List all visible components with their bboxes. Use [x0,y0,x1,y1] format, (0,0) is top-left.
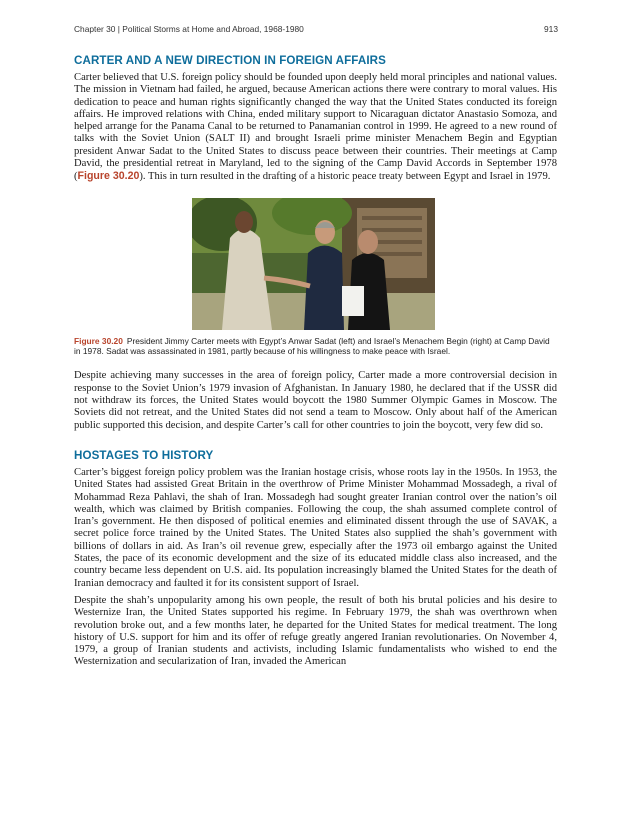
main-content [74,54,557,669]
paragraph-iran-history: Carter’s biggest foreign policy problem was the Iranian hostage crisis, whose roots lay in the 1950s. In 1953, the United States had assisted Great Britain in the overthrow of Prime Minister Mohammad Mossadegh, a rival of Mohammad Reza Pahlavi, the shah of Iran. Mossadegh had sought greater Iranian control over the nation’s oil wealth, which was claimed by British companies. Following the coup, the shah assumed complete control of Iran’s government. He then disposed of political enemies and eliminated dissent through the use of SAVAK, a secret police force trained by the United States. The United States also supplied the shah’s government with billions of dollars in aid. As Iran’s oil revenue grew, especially after the 1973 oil embargo against the United States, the pace of its economic development and the size of its educated middle class also increased, and the country became less dependent on U.S. aid. Its population increasingly blamed the United States for the death of Iranian democracy and faulted it for its consistent support of Israel. [74,466,557,589]
figure-label: Figure 30.20 [74,335,123,346]
running-header [74,24,558,34]
paragraph-carter-foreign-policy: Carter believed that U.S. foreign policy should be founded upon deeply held moral principles and national values. The mission in Vietnam had failed, he argued, because American actions there were contrary to moral values. His dedication to peace and human rights significantly changed the way that the United States conducted its foreign affairs. He improved relations with China, ended military support to Nicaraguan dictator Anastasio Somoza, and helped arrange for the Panama Canal to be returned to Panamanian control in 1999. He agreed to a new round of talks with the Soviet Union (SALT II) and brought Israeli prime minister Menachem Begin and Egyptian president Anwar Sadat to the United States to discuss peace between their countries. Their meetings at Camp David, the presidential retreat in Maryland, led to the signing of the Camp David Accords in September 1978 (Figure 30.20). This in turn resulted in the drafting of a historic peace treaty between Egypt and Israel in 1979. [74,72,557,183]
paragraph-olympic-boycott: Despite achieving many successes in the area of foreign policy, Carter made a more controversial decision in response to the Soviet Union’s 1979 invasion of Afghanistan. In January 1980, he declared that if the USSR did not withdraw its forces, the United States would boycott the 1980 Summer Olympic Games in Moscow. The Soviets did not retreat, and the United States did not send a team to Moscow. Only about half of the American public supported this decision, and despite Carter’s call for other countries to join the boycott, very few did so. [74,370,557,431]
page-number: 913 [544,24,558,34]
figure-caption [74,336,557,357]
camp-david-photo [192,198,435,330]
paragraph-shah-overthrow: Despite the shah’s unpopularity among his own people, the result of both his brutal policies and his desire to Westernize Iran, the United States supported his regime. In February 1979, the shah was overthrown when revolution broke out, and a few months later, he departed for the United States for medical treatment. The long history of U.S. support for him and its offer of refuge greatly angered Iranian revolutionaries. On November 4, 1979, a group of Iranian students and activists, including Islamic fundamentalists who wished to end the Westernization and secularization of Iran, invaded the American [74,594,557,668]
figure-link[interactable]: Figure 30.20 [77,170,140,183]
caption-text: President Jimmy Carter meets with Egypt’s Anwar Sadat (left) and Israel’s Menachem Begin (right) at Camp David in 1978. Sadat was assassinated in 1981, partly because of his willingness to make peace with Israel. [74,335,550,357]
chapter-title: Chapter 30 | Political Storms at Home and Abroad, 1968-1980 [74,24,304,34]
section-heading-hostages: HOSTAGES TO HISTORY [74,448,214,462]
section-heading-carter: CARTER AND A NEW DIRECTION IN FOREIGN AFFAIRS [74,54,386,67]
figure-30-20 [74,198,557,357]
